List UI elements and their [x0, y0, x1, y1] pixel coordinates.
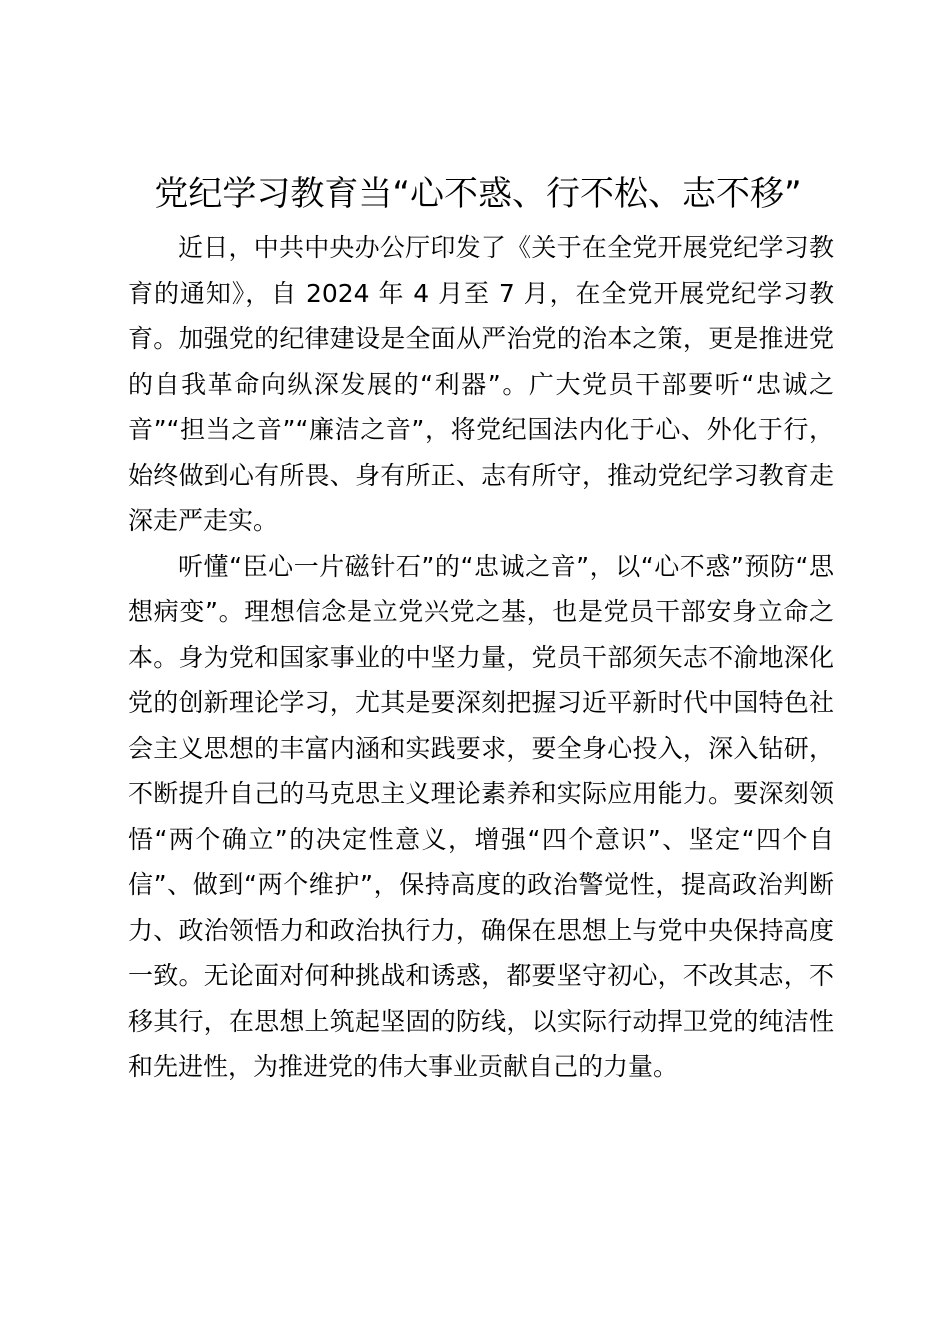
document-body	[128, 225, 834, 1090]
paragraph-intro: 近日，中共中央办公厅印发了《关于在全党开展党纪学习教育的通知》，自 2024 年 4 月至 7 月，在全党开展党纪学习教育。加强党的纪律建设是全面从严治党的治本之策，更是推进党的自我革命向纵深发展的“利器”。广大党员干部要听“忠诚之音”“担当之音”“廉洁之音”，将党纪国法内化于心、外化于行，始终做到心有所畏、身有所正、志有所守，推动党纪学习教育走深走严走实。	[128, 233, 834, 535]
paragraph-loyalty: 听懂“臣心一片磁针石”的“忠诚之音”，以“心不惑”预防“思想病变”。理想信念是立党兴党之基，也是党员干部安身立命之本。身为党和国家事业的中坚力量，党员干部须矢志不渝地深化党的创新理论学习，尤其是要深刻把握习近平新时代中国特色社会主义思想的丰富内涵和实践要求，要全身心投入，深入钻研，不断提升自己的马克思主义理论素养和实际应用能力。要深刻领悟“两个确立”的决定性意义，增强“四个意识”、坚定“四个自信”、做到“两个维护”，保持高度的政治警觉性，提高政治判断力、政治领悟力和政治执行力，确保在思想上与党中央保持高度一致。无论面对何种挑战和诱惑，都要坚守初心，不改其志，不移其行，在思想上筑起坚固的防线，以实际行动捍卫党的纯洁性和先进性，为推进党的伟大事业贡献自己的力量。	[128, 551, 834, 1081]
document-title: 党纪学习教育当“心不惑、行不松、志不移”	[154, 174, 802, 214]
